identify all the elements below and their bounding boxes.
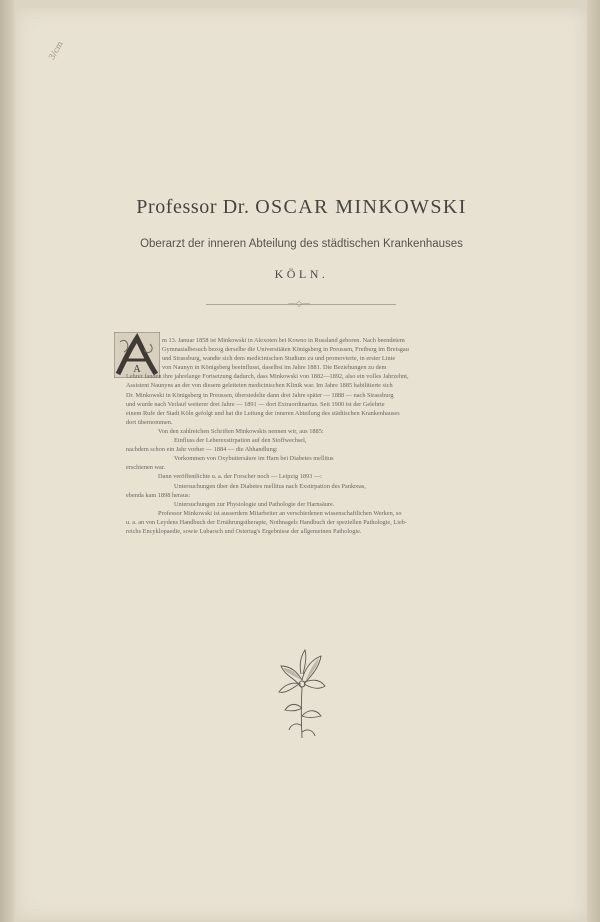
body-line: u. a. an von Leydens Handbuch der Ernährungstherapie, Nothnagels Handbuch der speziellen Pathologie, Lieb-	[126, 518, 407, 526]
body-line: m 13. Januar 1858 ist Minkowski in Alexoten bei Kowno in Russland geboren. Nach beendetem	[162, 337, 405, 344]
body-line: und wurde nach Verlauf weiterer drei Jahre — 1891 — dort Extraordinarius. Seit 1900 ist der Gelehrte	[126, 400, 385, 408]
paper-sheet	[16, 8, 587, 920]
article-body	[126, 336, 486, 536]
body-line: Einfluss der Leberexstirpation auf den Stoffwechsel,	[174, 437, 307, 445]
page-edge	[587, 0, 600, 922]
body-line: nachdem schon ein Jahr vorher — 1884 — die Abhandlung:	[126, 446, 278, 454]
title-prefix: Professor Dr.	[136, 196, 250, 218]
body-line: Gymnasialbesuch bezog derselbe die Universitäten Königsberg in Preussen, Freiburg im Breisgau	[162, 346, 409, 354]
body-line: Vorkommen von Oxybuttersäure im Harn bei Diabetes mellitus	[174, 455, 334, 463]
body-line: Assistent Naunyns an der von diesem geleiteten medicinischen Klinik war. Im Jahre 1885 habilitierte sich	[126, 382, 393, 390]
flower-illustration-icon	[271, 648, 333, 740]
body-line: von Naunyn in Königsberg beeinflusst, daselbst im Jahre 1881. Die Beziehungen zu dem	[162, 364, 387, 372]
page-subtitle: Oberarzt der inneren Abteilung des städtischen Krankenhauses	[140, 238, 463, 250]
title-name: OSCAR MINKOWSKI	[255, 196, 467, 218]
body-line: einem Rufe der Stadt Köln gefolgt und hat die Leitung der inneren Abteilung des städtischen Krankenhauses	[126, 409, 400, 417]
initial-letter: A	[133, 364, 141, 375]
body-line: Dr. Minkowski in Königsberg in Preussen, übersiedelte dann drei Jahre später — 1888 — nach Strassburg	[126, 391, 394, 399]
body-line: Lehrer fanden ihre jahrelange Fortsetzung dadurch, dass Minkowski von 1882—1892, also ein volles Jahrzehnt,	[126, 373, 409, 381]
body-line: reichs Encyklopaedie, sowie Lubarsch und Ostertag's Ergebnisse der allgemeinen Pathologie.	[126, 527, 362, 535]
city-heading: KÖLN.	[274, 267, 329, 281]
body-line: Untersuchungen über den Diabetes mellitus nach Exstirpation des Pankreas,	[174, 482, 366, 490]
body-line: Professor Minkowski ist ausserdem Mitarbeiter an verschiedenen wissenschaftlichen Werken, so	[158, 509, 402, 517]
body-line: Von den zahlreichen Schriften Minkowskis nennen wir, aus 1885:	[158, 427, 324, 435]
body-line: Dann veröffentlichte u. a. der Forscher noch — Leipzig 1893 —:	[158, 473, 322, 481]
body-line: ebenda kam 1898 heraus:	[126, 491, 191, 499]
divider-ornament: —◇—	[288, 299, 311, 308]
binding-fold	[0, 0, 14, 922]
body-line: und Strassburg, wandte sich dem medicinischen Studium zu und promovierte, in erster Linie	[162, 355, 396, 363]
pencil-note: 3/cm	[47, 39, 65, 62]
body-line: dort übernommen.	[126, 418, 173, 426]
body-line: erschienen war.	[126, 464, 166, 472]
page-title	[16, 196, 587, 219]
body-line: Untersuchungen zur Physiologie und Pathologie der Harnsäure.	[174, 500, 335, 508]
